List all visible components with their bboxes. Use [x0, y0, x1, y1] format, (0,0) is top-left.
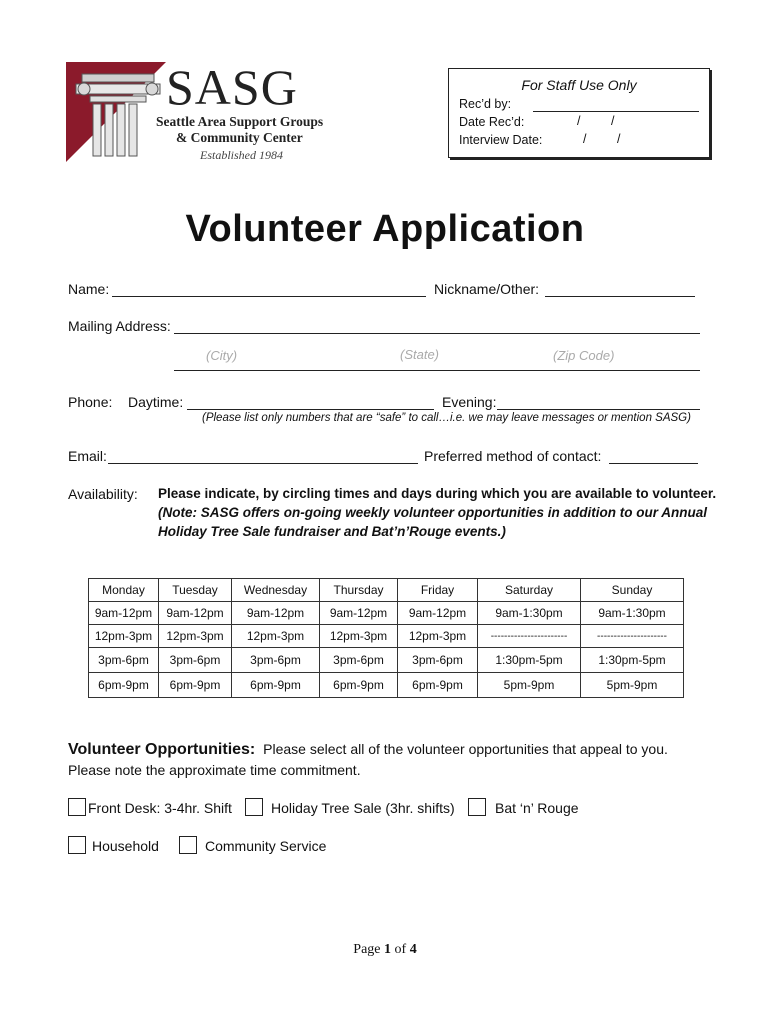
- opportunities-intro: Please select all of the volunteer opportunities that appeal to you.: [263, 741, 668, 757]
- page-total: 4: [409, 942, 417, 957]
- evening-label: Evening:: [442, 394, 497, 410]
- bat-n-rouge-checkbox[interactable]: [468, 798, 486, 816]
- date-recd-slash-1: /: [577, 114, 581, 128]
- recd-by-row: [459, 97, 511, 111]
- slot-cell[interactable]: 5pm-9pm: [478, 673, 581, 698]
- day-thursday: Thursday: [320, 579, 398, 602]
- household-checkbox[interactable]: [68, 836, 86, 854]
- front-desk-checkbox[interactable]: [68, 798, 86, 816]
- date-recd-label: Date Rec’d:: [459, 115, 525, 129]
- staff-use-box: [448, 68, 710, 158]
- slot-cell[interactable]: 12pm-3pm: [89, 625, 159, 648]
- preferred-contact-field[interactable]: [609, 463, 698, 464]
- slot-cell[interactable]: 3pm-6pm: [159, 648, 232, 673]
- availability-label: Availability:: [68, 486, 138, 502]
- phone-label: Phone:: [68, 394, 113, 410]
- interview-date-slash-2: /: [617, 132, 621, 146]
- slot-cell[interactable]: 6pm-9pm: [159, 673, 232, 698]
- logo-line-2: & Community Center: [176, 130, 303, 145]
- slot-cell[interactable]: 6pm-9pm: [232, 673, 320, 698]
- city-state-zip-field[interactable]: [174, 370, 700, 371]
- slot-cell[interactable]: 3pm-6pm: [89, 648, 159, 673]
- availability-note-2: Holiday Tree Sale fundraiser and Bat’n’Rouge events.): [158, 524, 506, 539]
- column-emblem-icon: [66, 62, 166, 162]
- household-label: Household: [92, 838, 159, 854]
- availability-instruction: Please indicate, by circling times and days during which you are available to volunteer.: [158, 486, 717, 501]
- holiday-tree-sale-checkbox[interactable]: [245, 798, 263, 816]
- mailing-address-label: Mailing Address:: [68, 318, 171, 334]
- table-header-row: [89, 579, 684, 602]
- slot-cell[interactable]: 9am-12pm: [89, 602, 159, 625]
- evening-phone-field[interactable]: [497, 409, 700, 410]
- recd-by-label: Rec’d by:: [459, 97, 512, 111]
- nickname-label: Nickname/Other:: [434, 281, 540, 297]
- slot-cell[interactable]: 9am-1:30pm: [581, 602, 684, 625]
- email-label: Email:: [68, 448, 107, 464]
- page-title: Volunteer Application: [185, 208, 585, 250]
- date-recd-row: [459, 115, 524, 129]
- slot-cell[interactable]: 3pm-6pm: [232, 648, 320, 673]
- nickname-field[interactable]: [545, 296, 695, 297]
- daytime-label: Daytime:: [128, 394, 184, 410]
- city-hint: (City): [206, 348, 238, 363]
- slot-cell[interactable]: 5pm-9pm: [581, 673, 684, 698]
- table-row: [89, 602, 684, 625]
- day-friday: Friday: [398, 579, 478, 602]
- interview-date-label: Interview Date:: [459, 133, 543, 147]
- interview-date-row: [459, 133, 542, 147]
- availability-table: [88, 578, 684, 698]
- slot-cell[interactable]: 6pm-9pm: [398, 673, 478, 698]
- logo-established: Established 1984: [200, 148, 283, 162]
- phone-note: (Please list only numbers that are “safe” to call…i.e. we may leave messages or mention SASG): [202, 412, 691, 424]
- slot-cell[interactable]: 3pm-6pm: [320, 648, 398, 673]
- recd-by-line[interactable]: [533, 111, 699, 112]
- slot-cell[interactable]: 9am-1:30pm: [478, 602, 581, 625]
- slot-cell[interactable]: 12pm-3pm: [320, 625, 398, 648]
- slot-cell[interactable]: 3pm-6pm: [398, 648, 478, 673]
- interview-date-slash-1: /: [583, 132, 587, 146]
- table-row: [89, 673, 684, 698]
- name-field[interactable]: [112, 296, 426, 297]
- page-footer: [0, 942, 770, 958]
- staff-box-title: For Staff Use Only: [521, 77, 637, 93]
- day-saturday: Saturday: [478, 579, 581, 602]
- day-sunday: Sunday: [581, 579, 684, 602]
- holiday-tree-sale-label: Holiday Tree Sale (3hr. shifts): [271, 800, 455, 816]
- slot-cell[interactable]: 9am-12pm: [398, 602, 478, 625]
- page-word: Page: [353, 942, 381, 957]
- slot-cell[interactable]: 12pm-3pm: [232, 625, 320, 648]
- day-wednesday: Wednesday: [232, 579, 320, 602]
- opportunities-intro-2: Please note the approximate time commitment.: [68, 762, 361, 778]
- slot-cell[interactable]: 9am-12pm: [232, 602, 320, 625]
- state-hint: (State): [400, 347, 440, 362]
- logo-line-1: Seattle Area Support Groups: [156, 114, 324, 129]
- slot-cell: ---------------------: [581, 625, 684, 648]
- slot-cell[interactable]: 1:30pm-5pm: [581, 648, 684, 673]
- community-service-checkbox[interactable]: [179, 836, 197, 854]
- day-monday: Monday: [89, 579, 159, 602]
- name-label: Name:: [68, 281, 110, 297]
- front-desk-label: Front Desk: 3-4hr. Shift: [88, 800, 232, 816]
- slot-cell[interactable]: 9am-12pm: [159, 602, 232, 625]
- slot-cell[interactable]: 9am-12pm: [320, 602, 398, 625]
- availability-note-1: (Note: SASG offers on-going weekly volunteer opportunities in addition to our Annual: [158, 505, 708, 520]
- table-row: [89, 648, 684, 673]
- table-row: [89, 625, 684, 648]
- community-service-label: Community Service: [205, 838, 327, 854]
- slot-cell[interactable]: 12pm-3pm: [398, 625, 478, 648]
- date-recd-slash-2: /: [611, 114, 615, 128]
- slot-cell[interactable]: 6pm-9pm: [89, 673, 159, 698]
- page-current: 1: [384, 942, 392, 957]
- slot-cell: -----------------------: [478, 625, 581, 648]
- slot-cell[interactable]: 12pm-3pm: [159, 625, 232, 648]
- page-of: of: [394, 942, 407, 957]
- mailing-address-field[interactable]: [174, 333, 700, 334]
- bat-n-rouge-label: Bat ‘n’ Rouge: [495, 800, 579, 816]
- opportunities-heading: Volunteer Opportunities:: [68, 741, 256, 758]
- sasg-logo: [66, 59, 331, 166]
- zip-hint: (Zip Code): [553, 348, 615, 363]
- slot-cell[interactable]: 6pm-9pm: [320, 673, 398, 698]
- day-tuesday: Tuesday: [159, 579, 232, 602]
- logo-acronym: SASG: [166, 59, 298, 115]
- preferred-contact-label: Preferred method of contact:: [424, 448, 602, 464]
- daytime-phone-field[interactable]: [187, 409, 434, 410]
- email-field[interactable]: [108, 463, 418, 464]
- opportunities-heading-row: [68, 741, 668, 759]
- slot-cell[interactable]: 1:30pm-5pm: [478, 648, 581, 673]
